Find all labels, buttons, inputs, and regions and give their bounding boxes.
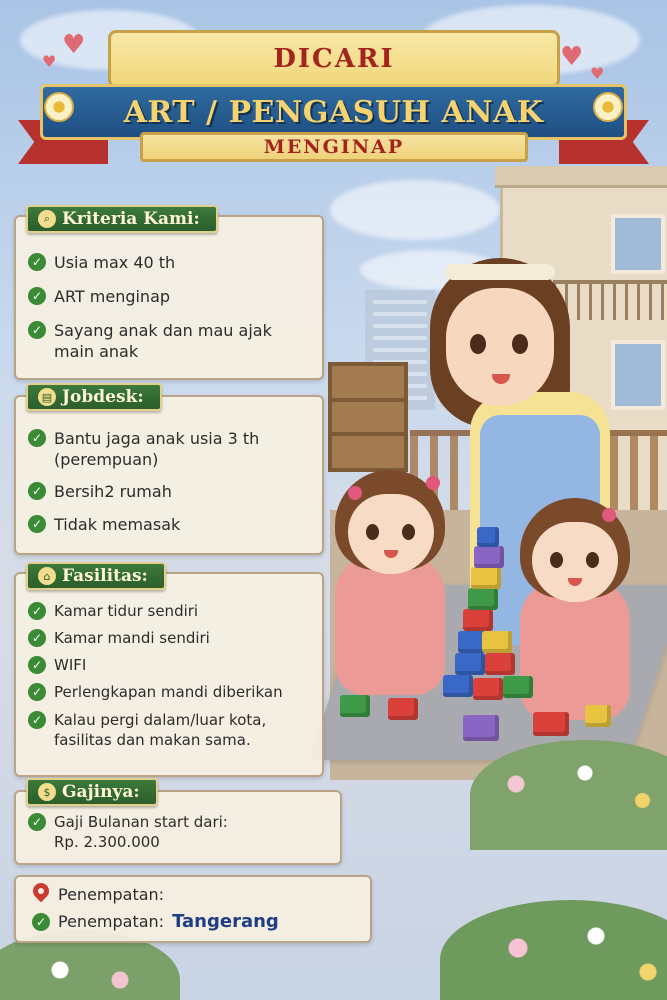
loose-block (585, 705, 611, 727)
list-item: ✓ Gaji Bulanan start dari: Rp. 2.300.000 (28, 812, 228, 852)
block (473, 678, 503, 700)
list-item: ✓ Usia max 40 th (28, 252, 175, 273)
block (463, 609, 493, 631)
magnifier-icon: ⌕ (38, 210, 56, 228)
girl-left-face (348, 494, 434, 574)
girl-right-face (532, 522, 618, 602)
caregiver-headband (445, 264, 555, 280)
book-icon: ▤ (38, 388, 56, 406)
banner-top-plate (108, 30, 560, 88)
flower-bed-bottom (440, 900, 667, 1000)
check-icon: ✓ (28, 629, 46, 647)
jobdesk-title: Jobdesk: (62, 387, 144, 407)
list-item: ✓ WIFI (28, 655, 86, 675)
list-item: ✓ Perlengkapan mandi diberikan (28, 682, 283, 702)
gaji-panel (14, 782, 342, 865)
block (471, 567, 501, 589)
check-icon: ✓ (28, 287, 46, 305)
loose-block (463, 715, 499, 741)
banner-title-menginap: MENGINAP (263, 136, 405, 158)
flower-icon (593, 92, 623, 122)
list-item: ✓ Kamar tidur sendiri (28, 601, 198, 621)
penempatan-row (32, 883, 164, 905)
block (503, 676, 533, 698)
heart-icon: ♥ (560, 42, 584, 72)
block (485, 653, 515, 675)
wooden-shelf (328, 362, 408, 472)
check-icon: ✓ (28, 656, 46, 674)
kriteria-title: Kriteria Kami: (62, 209, 200, 229)
gaji-header (26, 778, 158, 806)
list-item: ✓ Bersih2 rumah (28, 481, 172, 502)
check-icon: ✓ (28, 515, 46, 533)
penempatan-label: Penempatan: (58, 912, 165, 931)
block (474, 546, 504, 568)
banner-title-dicari: DICARI (273, 44, 395, 74)
loose-block (388, 698, 418, 720)
girl-left-bow (348, 486, 362, 500)
check-icon: ✓ (28, 602, 46, 620)
jobdesk-header (26, 383, 162, 411)
girl-left-dress (335, 555, 445, 695)
heart-icon: ♥ (42, 52, 57, 71)
kriteria-header (26, 205, 218, 233)
list-item: ✓ Kamar mandi sendiri (28, 628, 210, 648)
gaji-title: Gajinya: (62, 782, 140, 802)
kriteria-panel (14, 209, 324, 380)
girl-left-bow-2 (426, 476, 440, 490)
check-icon: ✓ (28, 253, 46, 271)
banner-title-main: ART / PENGASUH ANAK (123, 94, 544, 130)
list-item: ✓ Kalau pergi dalam/luar kota, fasilitas dan makan sama. (28, 710, 266, 750)
list-item: ✓ ART menginap (28, 286, 170, 307)
block (455, 653, 485, 675)
check-icon: ✓ (28, 813, 46, 831)
loose-block (340, 695, 370, 717)
block (468, 588, 498, 610)
check-icon: ✓ (32, 913, 50, 931)
check-icon: ✓ (28, 683, 46, 701)
block (482, 631, 512, 653)
fasilitas-header (26, 562, 166, 590)
list-item: ✓ Bantu jaga anak usia 3 th (perempuan) (28, 428, 259, 470)
block (443, 675, 473, 697)
jobdesk-panel (14, 387, 324, 555)
house-icon: ⌂ (38, 567, 56, 585)
fasilitas-panel (14, 566, 324, 777)
penempatan-city: Tangerang (172, 911, 279, 932)
loose-block (533, 712, 569, 736)
list-item: ✓ Tidak memasak (28, 514, 180, 535)
block (477, 527, 499, 547)
location-pin-icon (32, 883, 50, 905)
check-icon: ✓ (28, 321, 46, 339)
check-icon: ✓ (28, 482, 46, 500)
list-item: ✓ Sayang anak dan mau ajak main anak (28, 320, 272, 362)
check-icon: ✓ (28, 429, 46, 447)
girl-right-bow (602, 508, 616, 522)
heart-icon: ♥ (590, 64, 605, 83)
money-icon: $ (38, 783, 56, 801)
penempatan-panel (14, 875, 372, 943)
heart-icon: ♥ (62, 30, 86, 60)
check-icon: ✓ (28, 711, 46, 729)
flower-icon (44, 92, 74, 122)
penempatan-label: Penempatan: (58, 884, 165, 904)
banner-bottom-plate (140, 132, 528, 162)
fasilitas-title: Fasilitas: (62, 566, 148, 586)
caregiver-face (446, 288, 554, 406)
penempatan-row (32, 911, 279, 932)
